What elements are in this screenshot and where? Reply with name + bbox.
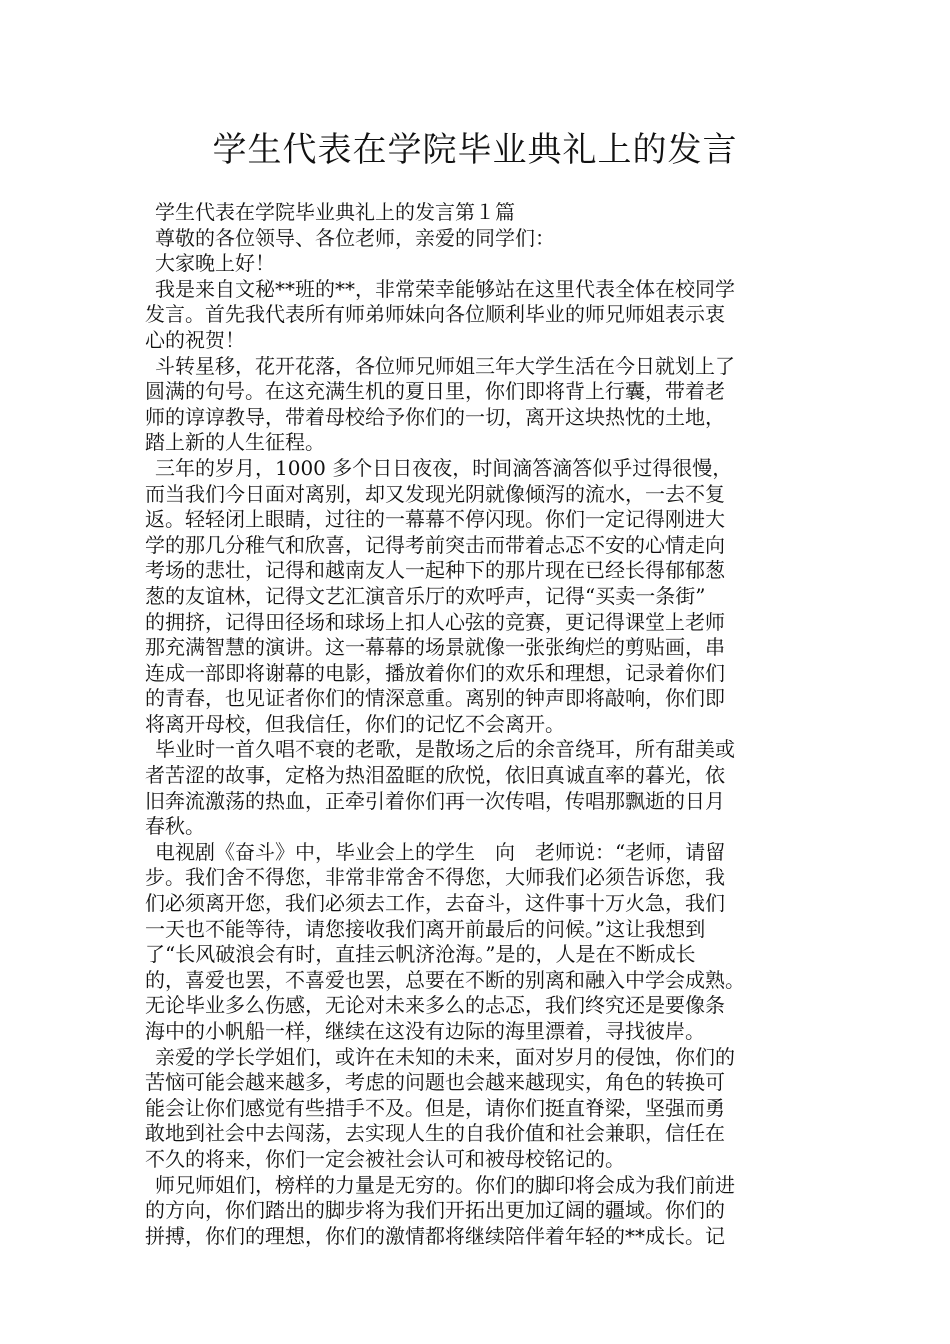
text-line: 师的谆谆教导，带着母校给予你们的一切，离开这块热忱的土地， — [145, 404, 725, 429]
text-line: 的拥挤，记得田径场和球场上扣人心弦的竞赛，更记得课堂上老师 — [145, 609, 725, 634]
text-line: 亲爱的学长学姐们，或许在未知的未来，面对岁月的侵蚀，你们的 — [155, 1044, 735, 1069]
text-line: 师兄师姐们，榜样的力量是无穷的。你们的脚印将会成为我们前进 — [155, 1172, 735, 1197]
text-line: 考场的悲壮，记得和越南友人一起种下的那片现在已经长得郁郁葱 — [145, 558, 725, 583]
document-title: 学生代表在学院毕业典礼上的发言 — [212, 130, 738, 170]
text-line: 学的那几分稚气和欣喜，记得考前突击而带着忐忑不安的心情走向 — [145, 532, 725, 557]
text-line: 无论毕业多么伤感，无论对未来多么的忐忑，我们终究还是要像条 — [145, 993, 725, 1018]
text-line: 圆满的句号。在这充满生机的夏日里，你们即将背上行囊，带着老 — [145, 379, 725, 404]
text-line: 返。轻轻闭上眼睛，过往的一幕幕不停闪现。你们一定记得刚进大 — [145, 507, 725, 532]
text-line: 敢地到社会中去闯荡，去实现人生的自我价值和社会兼职，信任在 — [145, 1121, 725, 1146]
text-line: 连成一部即将谢幕的电影，播放着你们的欢乐和理想，记录着你们 — [145, 660, 725, 685]
text-line: 不久的将来，你们一定会被社会认可和被母校铭记的。 — [145, 1146, 625, 1171]
text-line: 尊敬的各位领导、各位老师，亲爱的同学们： — [155, 225, 555, 250]
text-line: 的方向，你们踏出的脚步将为我们开拓出更加辽阔的疆域。你们的 — [145, 1198, 725, 1223]
text-line: 我是来自文秘**班的**，非常荣幸能够站在这里代表全体在校同学 — [155, 276, 735, 301]
text-line: 能会让你们感觉有些措手不及。但是，请你们挺直脊梁，坚强而勇 — [145, 1095, 725, 1120]
text-line: 们必须离开您，我们必须去工作，去奋斗，这件事十万火急，我们 — [145, 891, 725, 916]
text-line: 那充满智慧的演讲。这一幕幕的场景就像一张张绚烂的剪贴画，串 — [145, 635, 725, 660]
text-line: 心的祝贺！ — [145, 327, 245, 352]
text-line: 步。我们舍不得您，非常非常舍不得您，大师我们必须告诉您，我 — [145, 865, 725, 890]
text-line: 拼搏，你们的理想，你们的激情都将继续陪伴着年轻的**成长。记 — [145, 1223, 725, 1248]
text-line: 旧奔流激荡的热血，正牵引着你们再一次传唱，传唱那飘逝的日月 — [145, 788, 725, 813]
document-body — [145, 200, 805, 1249]
text-line: 将离开母校，但我信任，你们的记忆不会离开。 — [145, 711, 565, 736]
text-line: 的青春，也见证者你们的情深意重。离别的钟声即将敲响，你们即 — [145, 686, 725, 711]
text-line: 学生代表在学院毕业典礼上的发言第１篇 — [155, 200, 515, 224]
text-line: 踏上新的人生征程。 — [145, 430, 325, 455]
text-line: 了“长风破浪会有时，直挂云帆济沧海。”是的，人是在不断成长 — [145, 942, 696, 967]
text-line: 电视剧《奋斗》中，毕业会上的学生 向 老师说：“老师，请留 — [155, 839, 726, 864]
text-line: 三年的岁月，1000 多个日日夜夜，时间滴答滴答似乎过得很慢， — [155, 455, 733, 480]
text-line: 者苦涩的故事，定格为热泪盈眶的欣悦，依旧真诚直率的暮光，依 — [145, 763, 725, 788]
text-line: 的，喜爱也罢，不喜爱也罢，总要在不断的别离和融入中学会成熟。 — [145, 967, 745, 992]
text-line: 春秋。 — [145, 814, 205, 839]
text-line: 一天也不能等待，请您接收我们离开前最后的问候。”这让我想到 — [145, 916, 706, 941]
text-line: 斗转星移，花开花落，各位师兄师姐三年大学生活在今日就划上了 — [155, 353, 735, 378]
text-line: 毕业时一首久唱不衰的老歌，是散场之后的余音绕耳，所有甜美或 — [155, 737, 735, 762]
text-line: 海中的小帆船一样，继续在这没有边际的海里漂着，寻找彼岸。 — [145, 1019, 705, 1043]
text-line: 而当我们今日面对离别，却又发现光阴就像倾泻的流水，一去不复 — [145, 481, 725, 506]
text-line: 发言。首先我代表所有师弟师妹向各位顺利毕业的师兄师姐表示衷 — [145, 302, 725, 327]
text-line: 大家晚上好！ — [155, 251, 275, 276]
text-line: 葱的友谊林，记得文艺汇演音乐厅的欢呼声，记得“买卖一条街” — [145, 583, 706, 608]
text-line: 苦恼可能会越来越多，考虑的问题也会越来越现实，角色的转换可 — [145, 1070, 725, 1095]
